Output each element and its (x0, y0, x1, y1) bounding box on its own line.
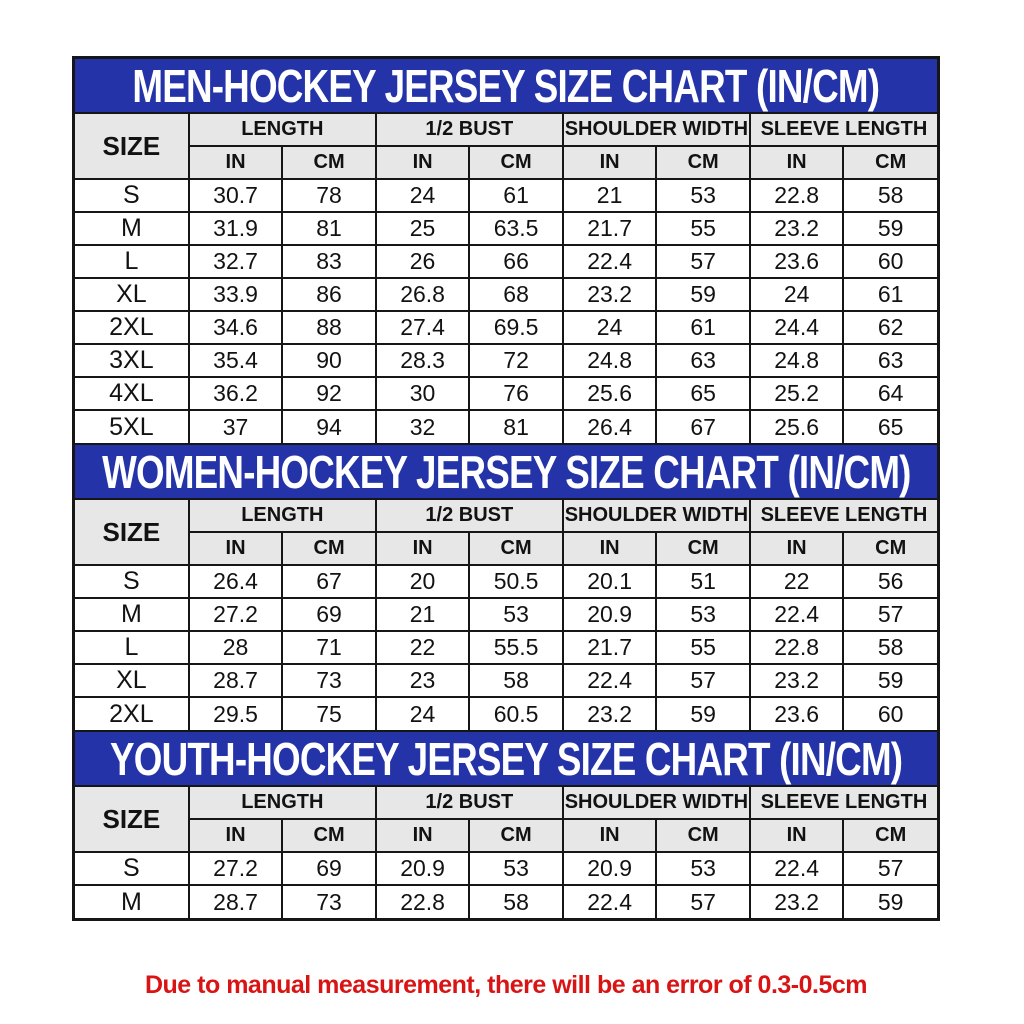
size-cell: L (75, 631, 189, 664)
measurement-cell: 20.9 (563, 598, 657, 631)
measurement-cell: 21 (563, 179, 657, 212)
measurement-cell: 22.8 (376, 885, 470, 918)
unit-header: CM (656, 146, 750, 179)
measurement-cell: 73 (282, 885, 376, 918)
table-row (75, 598, 937, 631)
table-row (75, 245, 937, 278)
table-row (75, 697, 937, 730)
measurement-cell: 63 (656, 344, 750, 377)
unit-header: CM (282, 146, 376, 179)
measurement-cell: 25.2 (750, 377, 844, 410)
measurement-cell: 69.5 (469, 311, 563, 344)
measurement-cell: 57 (656, 245, 750, 278)
measurement-cell: 25.6 (563, 377, 657, 410)
table-row (75, 311, 937, 344)
measurement-cell: 22.8 (750, 631, 844, 664)
table-row (75, 631, 937, 664)
table-row (75, 852, 937, 885)
column-header-size: SIZE (75, 787, 189, 852)
measurement-cell: 23.2 (750, 212, 844, 245)
unit-header: CM (656, 532, 750, 565)
measurement-cell: 23.2 (563, 697, 657, 730)
measurement-cell: 31.9 (189, 212, 283, 245)
measurement-cell: 24 (376, 697, 470, 730)
measurement-cell: 26.4 (189, 565, 283, 598)
measurement-cell: 25.6 (750, 410, 844, 443)
column-group-header: LENGTH (189, 500, 376, 532)
measurement-cell: 68 (469, 278, 563, 311)
measurement-cell: 72 (469, 344, 563, 377)
measurement-cell: 73 (282, 664, 376, 697)
measurement-cell: 94 (282, 410, 376, 443)
size-cell: M (75, 885, 189, 918)
measurement-cell: 62 (843, 311, 937, 344)
women-chart-title-band (75, 443, 937, 500)
measurement-cell: 57 (656, 664, 750, 697)
unit-header: CM (843, 532, 937, 565)
measurement-cell: 59 (843, 212, 937, 245)
measurement-cell: 59 (656, 697, 750, 730)
size-cell: M (75, 212, 189, 245)
measurement-cell: 37 (189, 410, 283, 443)
measurement-cell: 20.1 (563, 565, 657, 598)
measurement-cell: 69 (282, 852, 376, 885)
unit-header: IN (750, 819, 844, 852)
unit-header: IN (189, 532, 283, 565)
unit-header: IN (750, 532, 844, 565)
column-header-size: SIZE (75, 500, 189, 565)
measurement-cell: 78 (282, 179, 376, 212)
unit-header: IN (563, 532, 657, 565)
measurement-cell: 26 (376, 245, 470, 278)
measurement-cell: 63.5 (469, 212, 563, 245)
column-group-header: LENGTH (189, 114, 376, 146)
measurement-cell: 67 (656, 410, 750, 443)
measurement-cell: 24.4 (750, 311, 844, 344)
measurement-cell: 28.3 (376, 344, 470, 377)
column-group-header: SHOULDER WIDTH (563, 787, 750, 819)
size-cell: S (75, 852, 189, 885)
measurement-cell: 23.6 (750, 245, 844, 278)
table-row (75, 344, 937, 377)
measurement-cell: 32 (376, 410, 470, 443)
size-cell: S (75, 565, 189, 598)
size-cell: S (75, 179, 189, 212)
measurement-cell: 30 (376, 377, 470, 410)
women-size-table (75, 500, 937, 730)
measurement-cell: 55 (656, 631, 750, 664)
measurement-cell: 76 (469, 377, 563, 410)
men-chart-title-band (75, 59, 937, 114)
size-cell: M (75, 598, 189, 631)
men-size-chart-section (75, 59, 937, 443)
measurement-cell: 63 (843, 344, 937, 377)
measurement-cell: 20.9 (376, 852, 470, 885)
measurement-cell: 22.4 (563, 245, 657, 278)
column-group-header: SHOULDER WIDTH (563, 114, 750, 146)
women-size-chart-section (75, 443, 937, 730)
measurement-cell: 28.7 (189, 664, 283, 697)
unit-header: IN (376, 532, 470, 565)
measurement-cell: 27.2 (189, 852, 283, 885)
measurement-cell: 23.2 (750, 664, 844, 697)
measurement-cell: 22.4 (563, 664, 657, 697)
measurement-cell: 67 (282, 565, 376, 598)
men-chart-title: MEN-HOCKEY JERSEY SIZE CHART (IN/CM) (132, 59, 880, 112)
size-cell: 5XL (75, 410, 189, 443)
unit-header: CM (656, 819, 750, 852)
measurement-cell: 23.2 (563, 278, 657, 311)
unit-header: CM (469, 819, 563, 852)
table-row (75, 664, 937, 697)
measurement-cell: 59 (843, 885, 937, 918)
measurement-cell: 36.2 (189, 377, 283, 410)
measurement-cell: 83 (282, 245, 376, 278)
measurement-cell: 23 (376, 664, 470, 697)
column-group-header: SLEEVE LENGTH (750, 114, 937, 146)
unit-header: CM (282, 532, 376, 565)
measurement-cell: 75 (282, 697, 376, 730)
unit-header: CM (469, 532, 563, 565)
column-group-header: SLEEVE LENGTH (750, 787, 937, 819)
measurement-cell: 22.4 (750, 598, 844, 631)
measurement-cell: 20.9 (563, 852, 657, 885)
table-row (75, 565, 937, 598)
table-row (75, 179, 937, 212)
measurement-cell: 53 (469, 598, 563, 631)
measurement-cell: 22.4 (750, 852, 844, 885)
column-group-header: 1/2 BUST (376, 500, 563, 532)
measurement-cell: 59 (843, 664, 937, 697)
column-group-header: LENGTH (189, 787, 376, 819)
measurement-cell: 26.4 (563, 410, 657, 443)
measurement-cell: 58 (469, 885, 563, 918)
unit-header: CM (469, 146, 563, 179)
unit-header: CM (282, 819, 376, 852)
size-chart-tables (72, 56, 940, 921)
size-cell: 4XL (75, 377, 189, 410)
measurement-cell: 33.9 (189, 278, 283, 311)
measurement-cell: 61 (843, 278, 937, 311)
measurement-cell: 55.5 (469, 631, 563, 664)
size-cell: L (75, 245, 189, 278)
measurement-cell: 23.2 (750, 885, 844, 918)
measurement-cell: 59 (656, 278, 750, 311)
column-group-header: 1/2 BUST (376, 787, 563, 819)
youth-chart-title-band (75, 730, 937, 787)
measurement-cell: 24.8 (563, 344, 657, 377)
measurement-cell: 35.4 (189, 344, 283, 377)
youth-chart-title: YOUTH-HOCKEY JERSEY SIZE CHART (IN/CM) (109, 732, 903, 785)
measurement-cell: 53 (656, 598, 750, 631)
column-header-size: SIZE (75, 114, 189, 179)
measurement-cell: 92 (282, 377, 376, 410)
measurement-cell: 69 (282, 598, 376, 631)
measurement-cell: 66 (469, 245, 563, 278)
measurement-cell: 23.6 (750, 697, 844, 730)
table-row (75, 278, 937, 311)
measurement-cell: 56 (843, 565, 937, 598)
unit-header: CM (843, 819, 937, 852)
measurement-cell: 34.6 (189, 311, 283, 344)
measurement-cell: 21.7 (563, 212, 657, 245)
measurement-cell: 53 (656, 852, 750, 885)
measurement-cell: 21.7 (563, 631, 657, 664)
size-cell: XL (75, 664, 189, 697)
unit-header: IN (563, 146, 657, 179)
measurement-cell: 58 (843, 631, 937, 664)
measurement-cell: 60 (843, 245, 937, 278)
measurement-cell: 71 (282, 631, 376, 664)
measurement-cell: 26.8 (376, 278, 470, 311)
measurement-cell: 58 (843, 179, 937, 212)
table-row (75, 885, 937, 918)
table-row (75, 410, 937, 443)
column-group-header: SHOULDER WIDTH (563, 500, 750, 532)
measurement-cell: 57 (843, 852, 937, 885)
women-chart-title: WOMEN-HOCKEY JERSEY SIZE CHART (IN/CM) (101, 445, 911, 498)
measurement-cell: 24 (376, 179, 470, 212)
measurement-cell: 58 (469, 664, 563, 697)
measurement-cell: 21 (376, 598, 470, 631)
size-cell: XL (75, 278, 189, 311)
measurement-cell: 22.8 (750, 179, 844, 212)
men-size-table (75, 114, 937, 443)
youth-size-chart-section (75, 730, 937, 918)
youth-size-table (75, 787, 937, 918)
size-cell: 2XL (75, 311, 189, 344)
unit-header: IN (189, 819, 283, 852)
unit-header: IN (750, 146, 844, 179)
measurement-cell: 65 (843, 410, 937, 443)
measurement-cell: 27.4 (376, 311, 470, 344)
column-group-header: SLEEVE LENGTH (750, 500, 937, 532)
table-row (75, 377, 937, 410)
measurement-cell: 64 (843, 377, 937, 410)
measurement-cell: 61 (656, 311, 750, 344)
measurement-cell: 24.8 (750, 344, 844, 377)
unit-header: CM (843, 146, 937, 179)
measurement-cell: 90 (282, 344, 376, 377)
unit-header: IN (376, 819, 470, 852)
table-row (75, 212, 937, 245)
measurement-cell: 57 (656, 885, 750, 918)
unit-header: IN (563, 819, 657, 852)
size-chart-sheet (72, 56, 940, 1000)
measurement-cell: 27.2 (189, 598, 283, 631)
measurement-cell: 32.7 (189, 245, 283, 278)
measurement-cell: 55 (656, 212, 750, 245)
measurement-cell: 53 (656, 179, 750, 212)
column-group-header: 1/2 BUST (376, 114, 563, 146)
measurement-cell: 28 (189, 631, 283, 664)
measurement-cell: 60.5 (469, 697, 563, 730)
measurement-cell: 28.7 (189, 885, 283, 918)
unit-header: IN (189, 146, 283, 179)
measurement-cell: 60 (843, 697, 937, 730)
measurement-cell: 81 (282, 212, 376, 245)
measurement-cell: 86 (282, 278, 376, 311)
size-cell: 2XL (75, 697, 189, 730)
unit-header: IN (376, 146, 470, 179)
measurement-cell: 88 (282, 311, 376, 344)
measurement-cell: 24 (563, 311, 657, 344)
measurement-cell: 24 (750, 278, 844, 311)
size-cell: 3XL (75, 344, 189, 377)
measurement-error-note: Due to manual measurement, there will be an error of 0.3-0.5cm (144, 971, 867, 999)
measurement-cell: 20 (376, 565, 470, 598)
measurement-cell: 29.5 (189, 697, 283, 730)
measurement-cell: 22 (376, 631, 470, 664)
measurement-cell: 57 (843, 598, 937, 631)
measurement-cell: 53 (469, 852, 563, 885)
measurement-cell: 65 (656, 377, 750, 410)
measurement-cell: 25 (376, 212, 470, 245)
measurement-cell: 22.4 (563, 885, 657, 918)
measurement-cell: 61 (469, 179, 563, 212)
measurement-cell: 22 (750, 565, 844, 598)
measurement-cell: 50.5 (469, 565, 563, 598)
measurement-cell: 81 (469, 410, 563, 443)
measurement-cell: 30.7 (189, 179, 283, 212)
measurement-cell: 51 (656, 565, 750, 598)
